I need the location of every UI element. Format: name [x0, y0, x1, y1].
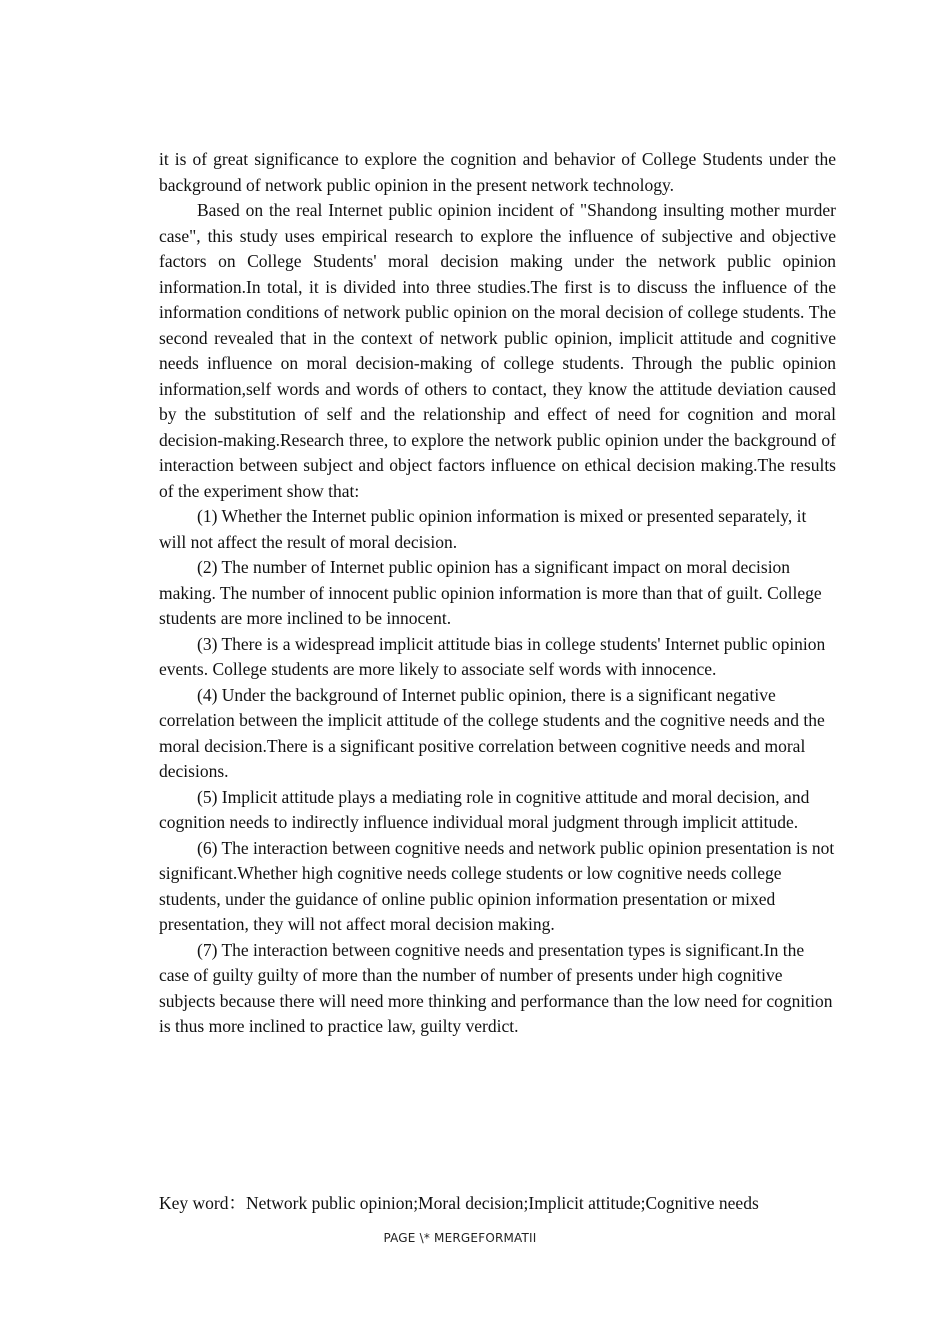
finding-3: (3) There is a widespread implicit attitude bias in college students' Internet public opinion events. College students are more likely to associate self words with innocence.	[159, 633, 826, 679]
finding-2: (2) The number of Internet public opinion has a significant impact on moral decision making. The number of innocent public opinion information is more than that of guilt. College students are more inclined to be innocent.	[159, 557, 822, 628]
finding-4: (4) Under the background of Internet public opinion, there is a significant negative correlation between the implicit attitude of the college students and the cognitive needs and the moral decision.There is a significant positive correlation between cognitive needs and moral decisions.	[159, 684, 825, 781]
keywords-label: Key word：	[159, 1193, 246, 1213]
page-footer: PAGE \* MERGEFORMATII	[383, 1231, 537, 1245]
keywords-line	[159, 1191, 859, 1217]
finding-1: (1) Whether the Internet public opinion information is mixed or presented separately, it will not affect the result of moral decision.	[159, 506, 807, 552]
keywords-text: Network public opinion;Moral decision;Implicit attitude;Cognitive needs	[246, 1193, 759, 1213]
abstract-body	[159, 147, 836, 1040]
finding-5: (5) Implicit attitude plays a mediating role in cognitive attitude and moral decision, and cognition needs to indirectly influence individual moral judgment through implicit attitude.	[159, 786, 810, 832]
finding-6: (6) The interaction between cognitive needs and network public opinion presentation is not significant.Whether high cognitive needs college students or low cognitive needs college students, under the guidance of online public opinion information presentation or mixed presentation, they will not affect moral decision making.	[159, 837, 835, 934]
paragraph-intro: it is of great significance to explore the cognition and behavior of College Students under the background of network public opinion in the present network technology.	[159, 149, 836, 195]
paragraph-study-overview: Based on the real Internet public opinion incident of "Shandong insulting mother murder case", this study uses empirical research to explore the influence of subjective and objective factors on College Students' moral decision making under the network public opinion information.In total, it is divided into three studies.The first is to discuss the influence of the information conditions of network public opinion on the moral decision of college students. The second revealed that in the context of network public opinion, implicit attitude and cognitive needs influence on moral decision-making of college students. Through the public opinion information,self words and words of others to contact, they know the attitude deviation caused by the substitution of self and the relationship and effect of need for cognition and moral decision-making.Research three, to explore the network public opinion under the background of interaction between subject and object factors influence on ethical decision making.The results of the experiment show that:	[159, 200, 836, 501]
finding-7: (7) The interaction between cognitive needs and presentation types is significant.In the case of guilty guilty of more than the number of number of presents under high cognitive subjects because there will need more thinking and performance than the low need for cognition is thus more inclined to practice law, guilty verdict.	[159, 939, 833, 1036]
